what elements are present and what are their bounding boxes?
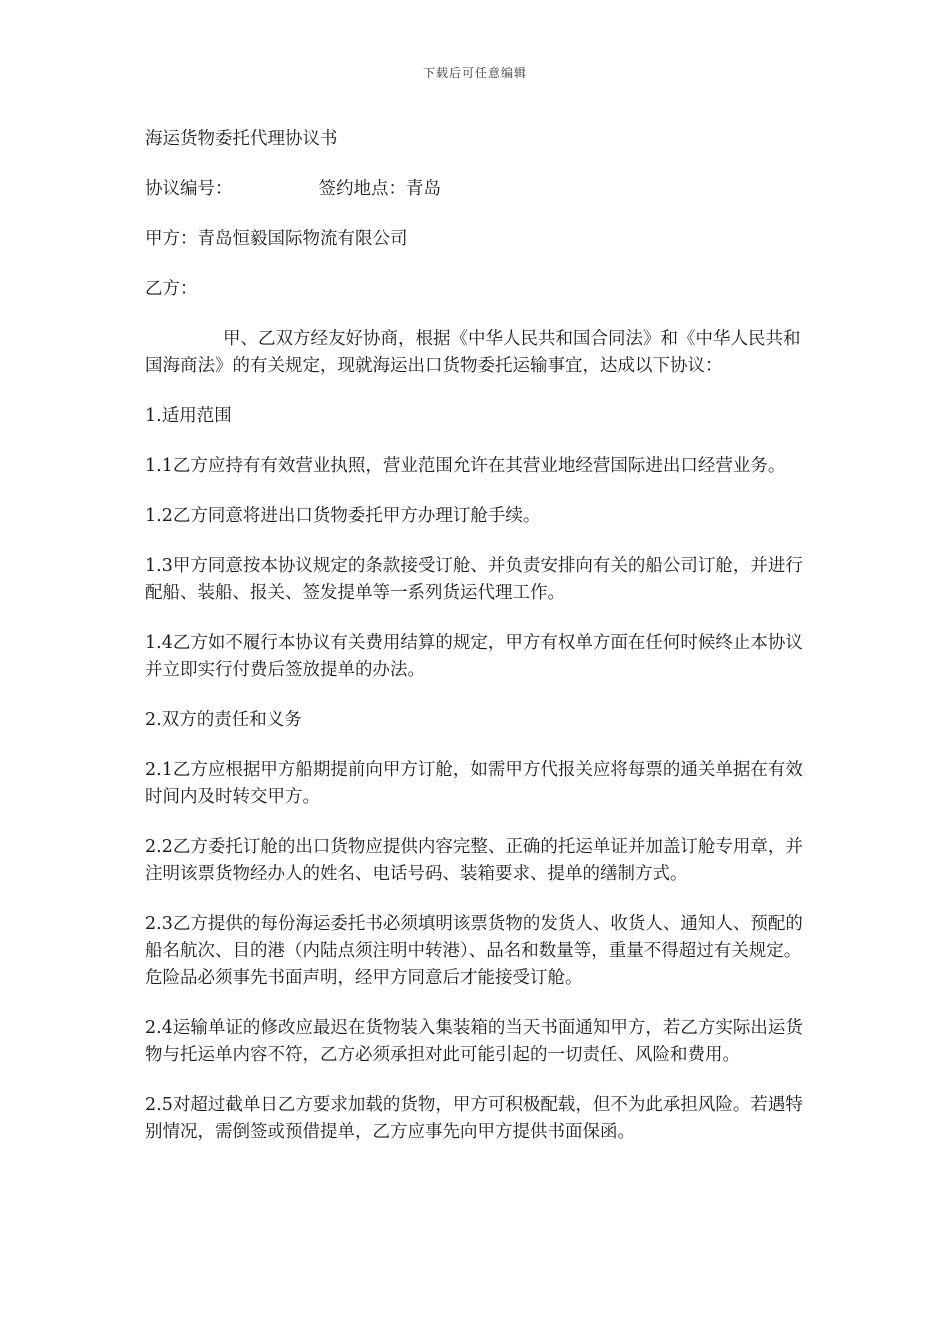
agreement-meta bbox=[145, 176, 810, 203]
document-title: 海运货物委托代理协议书 bbox=[145, 129, 338, 149]
header-note: 下载后可任意编辑 bbox=[422, 66, 527, 80]
section-heading-2: 2.双方的责任和义务 bbox=[145, 710, 302, 730]
agreement-number-label: 协议编号： bbox=[145, 179, 233, 199]
party-a: 甲方：青岛恒毅国际物流有限公司 bbox=[145, 229, 408, 249]
clause-1-3: 1.3甲方同意按本协议规定的条款接受订舱、并负责安排向有关的船公司订舱，并进行配船、装船、报关、签发提单等一系列货运代理工作。 bbox=[145, 556, 803, 603]
clause-1-4: 1.4乙方如不履行本协议有关费用结算的规定，甲方有权单方面在任何时候终止本协议并立即实行付费后签放提单的办法。 bbox=[145, 633, 803, 680]
clause-2-1: 2.1乙方应根据甲方船期提前向甲方订舱，如需甲方代报关应将每票的通关单据在有效时间内及时转交甲方。 bbox=[145, 760, 803, 807]
clause-2-3: 2.3乙方提供的每份海运委托书必须填明该票货物的发货人、收货人、通知人、预配的船名航次、目的港（内陆点须注明中转港）、品名和数量等，重量不得超过有关规定。危险品必须事先书面声明，经甲方同意后才能接受订舱。 bbox=[145, 914, 803, 988]
clause-1-1: 1.1乙方应持有有效营业执照，营业范围允许在其营业地经营国际进出口经营业务。 bbox=[145, 456, 786, 476]
document-body bbox=[145, 126, 810, 1169]
preamble: 甲、乙双方经友好协商，根据《中华人民共和国合同法》和《中华人民共和国海商法》的有关规定，现就海运出口货物委托运输事宜，达成以下协议： bbox=[145, 329, 801, 376]
clause-2-2: 2.2乙方委托订舱的出口货物应提供内容完整、正确的托运单证并加盖订舱专用章，并注明该票货物经办人的姓名、电话号码、装箱要求、提单的缮制方式。 bbox=[145, 837, 803, 884]
signing-location-label: 签约地点：青岛 bbox=[318, 179, 441, 199]
clause-2-5: 2.5对超过截单日乙方要求加载的货物，甲方可积极配载，但不为此承担风险。若遇特别情况，需倒签或预借提单，乙方应事先向甲方提供书面保函。 bbox=[145, 1095, 803, 1142]
section-heading-1: 1.适用范围 bbox=[145, 406, 232, 426]
clause-2-4: 2.4运输单证的修改应最迟在货物装入集装箱的当天书面通知甲方，若乙方实际出运货物与托运单内容不符，乙方必须承担对此可能引起的一切责任、风险和费用。 bbox=[145, 1018, 803, 1065]
clause-1-2: 1.2乙方同意将进出口货物委托甲方办理订舱手续。 bbox=[145, 506, 541, 526]
party-b: 乙方： bbox=[145, 279, 198, 299]
